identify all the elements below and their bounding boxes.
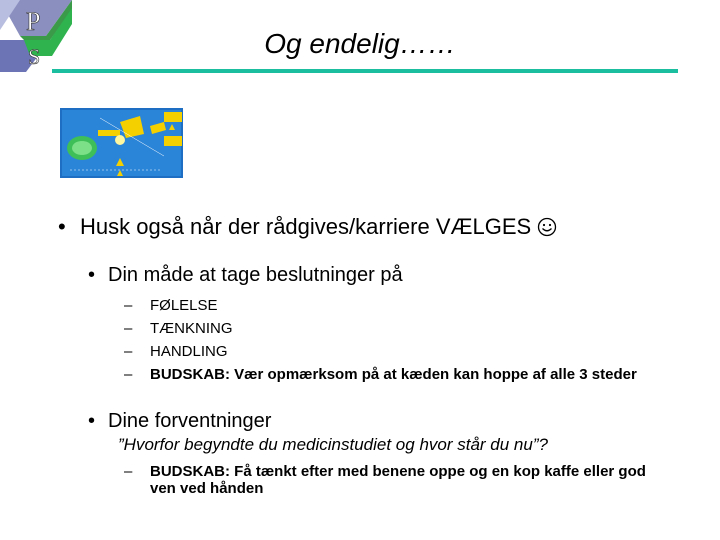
title-underline [52, 69, 678, 73]
list-item-budskab-2: – BUDSKAB: Få tænkt efter med benene oppe og en kop kaffe eller god ven ved hånden [124, 463, 684, 497]
sub-bullet-expectations [88, 410, 271, 433]
bullet-dot: • [88, 264, 96, 286]
sub-bullet-decisions [88, 264, 403, 287]
list-item: – TÆNKNING [124, 320, 233, 337]
list-item-text: FØLELSE [150, 297, 218, 314]
bullet-main [58, 214, 557, 240]
list-item: – FØLELSE [124, 297, 218, 314]
list-item-text: TÆNKNING [150, 320, 233, 337]
list-item-text: BUDSKAB: Vær opmærksom på at kæden kan hoppe af alle 3 steder [150, 366, 637, 383]
bullet-dot: • [58, 214, 66, 239]
slide-title: Og endelig…… [264, 28, 456, 59]
diagram-thumbnail-image [60, 108, 183, 178]
bullet-dot: • [88, 410, 96, 432]
bullet-main-text: Husk også når der rådgives/karriere VÆLGES [80, 214, 532, 239]
logo-letter-p: P [26, 7, 41, 36]
list-item-budskab: – BUDSKAB: Vær opmærksom på at kæden kan hoppe af alle 3 steder [124, 366, 637, 383]
list-item: – HANDLING [124, 343, 228, 360]
smiley-icon [537, 217, 557, 237]
quote-text: ”Hvorfor begyndte du medicinstudiet og hvor står du nu”? [118, 435, 548, 454]
list-item-text: HANDLING [150, 343, 228, 360]
sub-bullet-decisions-text: Din måde at tage beslutninger på [108, 264, 403, 286]
sub-bullet-expectations-text: Dine forventninger [108, 410, 272, 432]
list-item-text: BUDSKAB: Få tænkt efter med benene oppe og en kop kaffe eller god [150, 463, 646, 480]
logo-letter-s: S [28, 44, 41, 69]
list-item-text-continued: ven ved hånden [150, 480, 264, 497]
